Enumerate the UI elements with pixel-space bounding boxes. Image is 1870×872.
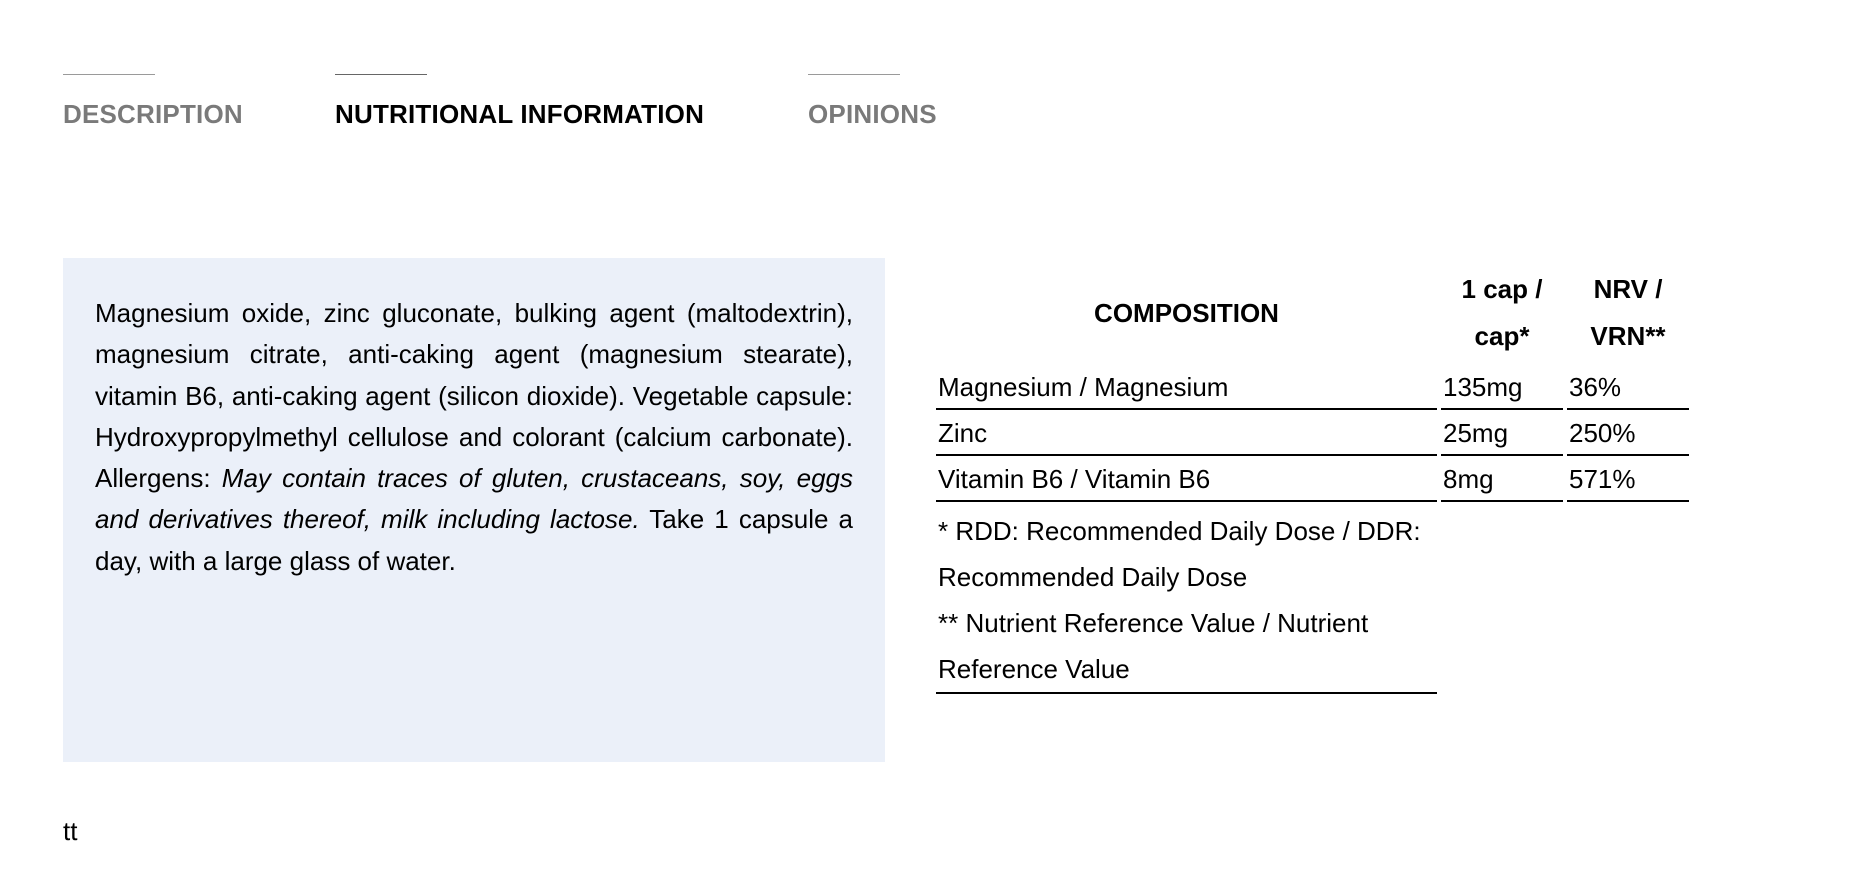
empty-cell (1567, 502, 1689, 694)
footnote-row (936, 502, 1689, 694)
composition-header-row (936, 266, 1689, 364)
table-row (936, 410, 1689, 456)
nrv-header: NRV / VRN** (1590, 274, 1666, 351)
table-row (936, 364, 1689, 410)
ingredients-panel (63, 258, 885, 762)
footnote-nrv: ** Nutrient Reference Value / Nutrient Reference Value (938, 608, 1369, 684)
ingredients-list: Magnesium oxide, zinc gluconate, bulking agent (maltodextrin), magnesium citrate, anti-caking agent (magnesium stearate), vitamin B6, anti-caking agent (silicon dioxide). Vegetable capsule: Hydroxypropylmethyl cellulose and colorant (calcium carbonate). (95, 298, 853, 452)
nutrient-nrv: 36% (1567, 364, 1689, 410)
nutrient-nrv: 571% (1567, 456, 1689, 502)
ingredients-paragraph (95, 293, 853, 582)
tab-nutritional-information[interactable] (335, 74, 704, 130)
tab-opinions-label: OPINIONS (808, 99, 937, 129)
tab-rule (808, 74, 900, 75)
tab-rule (63, 74, 155, 75)
nutrient-name: Zinc (936, 410, 1437, 456)
usage-instructions: Take 1 capsule a day, with a large glass of water. (95, 504, 853, 576)
empty-cell (1441, 502, 1563, 694)
nutrient-dose: 25mg (1441, 410, 1563, 456)
tab-nutritional-information-label: NUTRITIONAL INFORMATION (335, 99, 705, 129)
nutrient-dose: 8mg (1441, 456, 1563, 502)
footer-text: tt (63, 816, 78, 846)
nutrient-name: Magnesium / Magnesium (936, 364, 1437, 410)
allergens-text: May contain traces of gluten, crustaceans, soy, eggs and derivatives thereof, milk including lactose. (95, 463, 853, 535)
composition-table (932, 266, 1693, 694)
composition-header: COMPOSITION (1094, 297, 1279, 328)
tab-rule (335, 74, 427, 75)
nutrient-dose: 135mg (1441, 364, 1563, 410)
nutrient-name: Vitamin B6 / Vitamin B6 (936, 456, 1437, 502)
table-row (936, 456, 1689, 502)
tab-description-label: DESCRIPTION (63, 99, 243, 129)
tab-opinions[interactable] (808, 74, 937, 130)
allergens-label: Allergens: (95, 463, 211, 494)
footnotes (936, 502, 1437, 694)
dose-header: 1 cap / cap* (1461, 274, 1543, 351)
nutrient-nrv: 250% (1567, 410, 1689, 456)
footnote-rdd: * RDD: Recommended Daily Dose / DDR: Recommended Daily Dose (938, 516, 1421, 592)
tab-description[interactable] (63, 74, 243, 130)
